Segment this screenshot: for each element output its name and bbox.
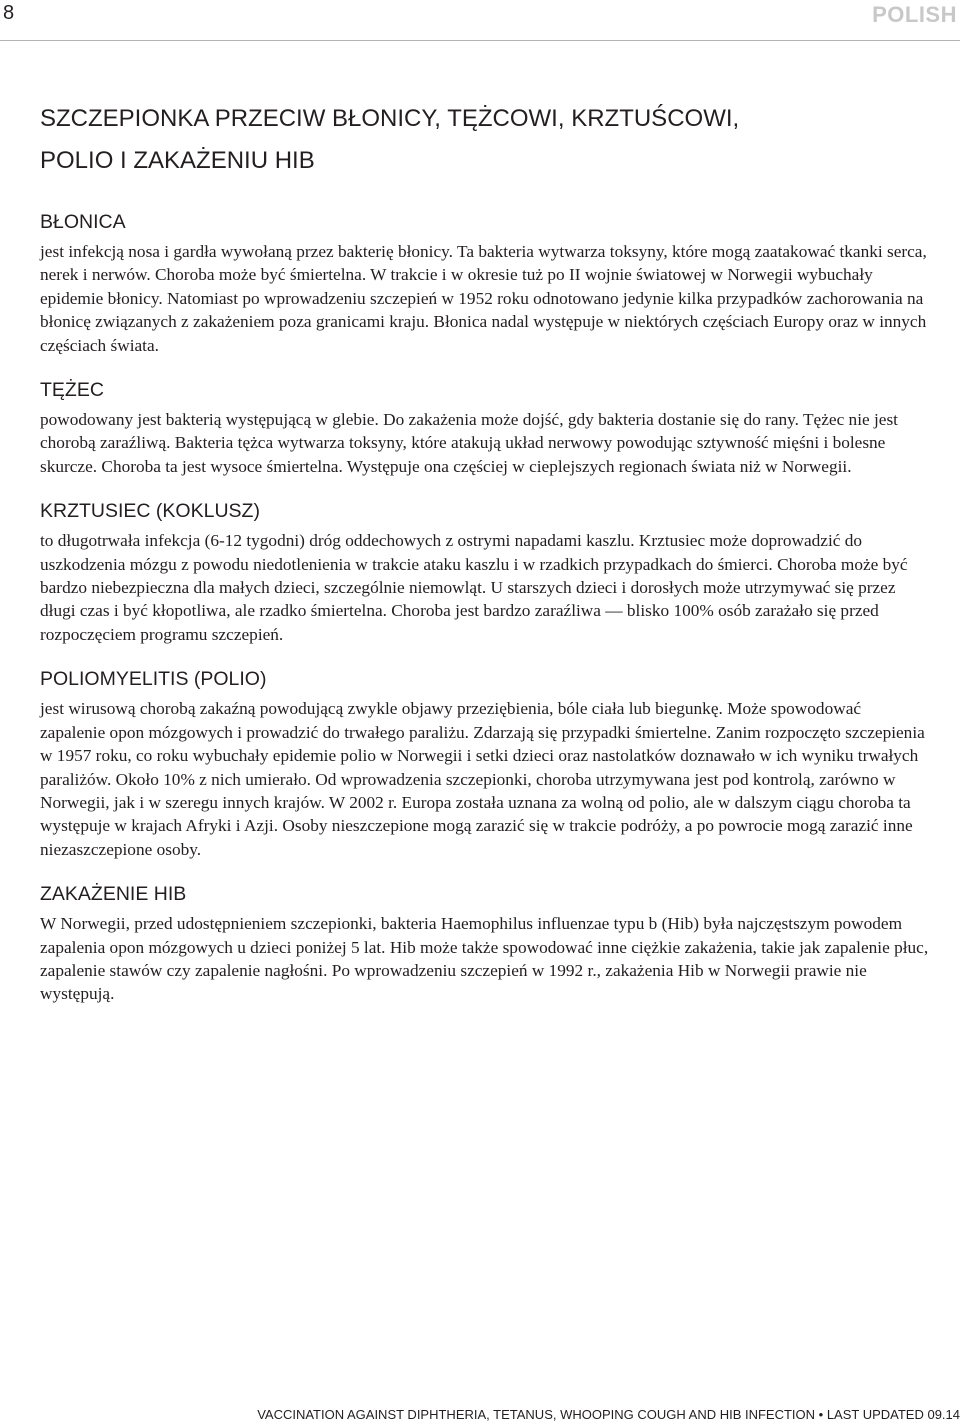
document-title-line-2: POLIO I ZAKAŻENIU HIB (40, 147, 315, 174)
page-header (0, 0, 960, 42)
section-paragraph: to długotrwała infekcja (6-12 tygodni) dróg oddechowych z ostrymi napadami kaszlu. Krztusiec może doprowadzić do uszkodzenia mózgu z powodu niedotlenienia w trakcie ataku kaszlu i w rzadkich przypadkach do śmierci. Choroba może być bardzo niebezpieczna dla małych dzieci, szczególnie niemowląt. U starszych dzieci i dorosłych może utrzymywać się przez długi czas i być kłopotliwa, ale rzadko śmiertelna. Choroba jest bardzo zaraźliwa — blisko 100% osób zarażało się przed rozpoczęciem programu szczepień. (40, 531, 908, 644)
document-title-line-1: SZCZEPIONKA PRZECIW BŁONICY, TĘŻCOWI, KRZTUŚCOWI, (40, 105, 740, 132)
section-paragraph: jest infekcją nosa i gardła wywołaną przez bakterię błonicy. Ta bakteria wytwarza toksyny, które mogą zaatakować tkanki serca, nerek i nerwów. Choroba może być śmiertelna. W trakcie i w okresie tuż po II wojnie światowej w Norwegii wybuchały epidemie błonicy. Natomiast po wprowadzeniu szczepień w 1952 roku odnotowano jedynie kilka przypadków zachorowania na błonicę związanych z zakażeniem poza granicami kraju. Błonica nadal występuje w niektórych częściach Europy oraz w innych częściach świata. (40, 242, 927, 355)
section-paragraph: W Norwegii, przed udostępnieniem szczepionki, bakteria Haemophilus influenzae typu b (Hib) była najczęstszym powodem zapalenia opon mózgowych u dzieci poniżej 5 lat. Hib może także spowodować inne ciężkie zakażenia, takie jak zapalenie płuc, zapalenie stawów czy zapalenie nagłośni. Po wprowadzeniu szczepień w 1992 r., zakażenia Hib w Norwegii prawie nie występują. (40, 914, 929, 1004)
section-heading: BŁONICA (40, 211, 126, 233)
page-number: 8 (3, 2, 15, 24)
section-hib-infection (40, 881, 930, 1006)
document-title (40, 98, 930, 182)
section-heading: KRZTUSIEC (KOKLUSZ) (40, 500, 260, 523)
section-diphtheria (40, 209, 930, 357)
section-paragraph: powodowany jest bakterią występującą w glebie. Do zakażenia może dojść, gdy bakteria dostanie się do rany. Tężec nie jest chorobą zaraźliwą. Bakteria tężca wytwarza toksyny, które atakują układ nerwowy powodując sztywność mięśni i bolesne skurcze. Choroba ta jest wysoce śmiertelna. Występuje ona częściej w cieplejszych regionach świata niż w Norwegii. (40, 410, 898, 476)
section-heading: TĘŻEC (40, 379, 104, 402)
page-footer: VACCINATION AGAINST DIPHTHERIA, TETANUS, WHOOPING COUGH AND HIB INFECTION • LAST UPDATED 09.14 (257, 1407, 960, 1422)
section-paragraph: jest wirusową chorobą zakaźną powodującą zwykle objawy przeziębienia, bóle ciała lub biegunkę. Może spowodować zapalenie opon mózgowych i prowadzić do trwałego paraliżu. Zdarzają się przypadki śmiertelne. Zanim rozpoczęto szczepienia w 1957 roku, co roku wybuchały epidemie polio w Norwegii i setki dzieci oraz nastolatków doznawało w ich wyniku trwałych paraliżów. Około 10% z nich umierało. Od wprowadzenia szczepionki, choroba utrzymywana jest pod kontrolą, zarówno w Norwegii, jak i w szeregu innych krajów. W 2002 r. Europa została uznana za wolną od polio, ale w dalszym ciągu choroba ta występuje w krajach Afryki i Azji. Osoby nieszczepione mogą zarazić się w trakcie podróży, a po powrocie mogą zarazić inne niezaszczepione osoby. (40, 699, 925, 859)
section-tetanus (40, 377, 930, 478)
document-body (40, 98, 930, 1026)
section-polio (40, 666, 930, 861)
section-heading: POLIOMYELITIS (POLIO) (40, 668, 267, 691)
header-divider (0, 40, 960, 41)
section-heading: ZAKAŻENIE HIB (40, 883, 187, 906)
section-whooping-cough (40, 498, 930, 646)
language-label: POLISH (872, 2, 957, 27)
